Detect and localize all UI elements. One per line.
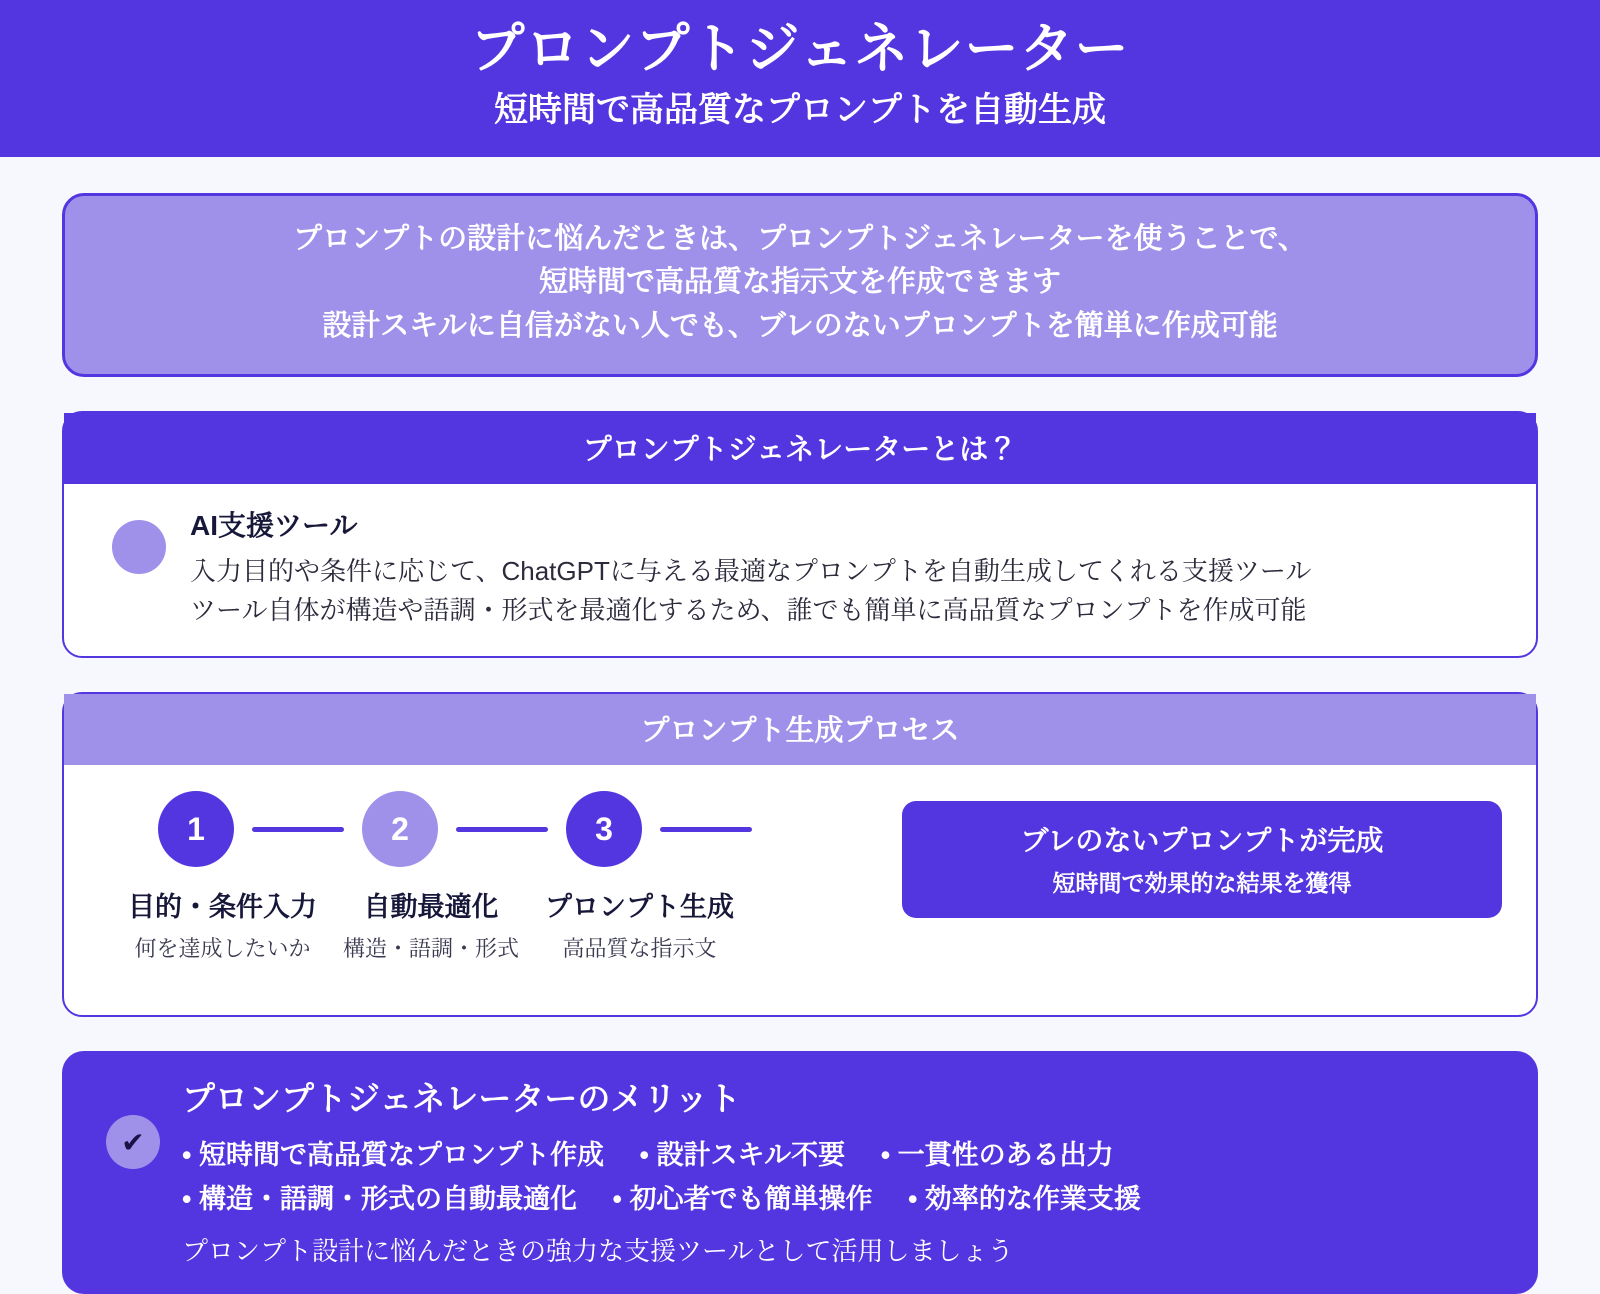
- step-circle-2: 2: [362, 791, 438, 867]
- step-connector-3: [660, 827, 752, 832]
- step-label-2-title: 自動最適化: [363, 892, 499, 923]
- check-icon: ✔: [106, 1115, 160, 1169]
- step-label-2-sub: 構造・語調・形式: [343, 936, 520, 962]
- whatis-line-1: 入力目的や条件に応じて、ChatGPTに与える最適なプロンプトを自動生成してくれる支援ツール: [190, 556, 1312, 587]
- whatis-line-2: ツール自体が構造や語調・形式を最適化するため、誰でも簡単に高品質なプロンプトを作成可能: [190, 595, 1307, 626]
- intro-banner: [62, 193, 1538, 378]
- page-content: [0, 193, 1600, 1294]
- step-label-3-sub: 高品質な指示文: [562, 936, 717, 962]
- step-label-3-title: プロンプト生成: [545, 892, 735, 923]
- merit-note: プロンプト設計に悩んだときの強力な支援ツールとして活用しましょう: [182, 1235, 1014, 1266]
- step-circle-3: 3: [566, 791, 642, 867]
- merit-item: • 効率的な作業支援: [907, 1183, 1141, 1214]
- process-result-title: ブレのないプロンプトが完成: [1020, 825, 1384, 857]
- whatis-card: [62, 411, 1538, 658]
- whatis-card-title: プロンプトジェネレーターとは？: [64, 413, 1536, 484]
- merit-items-row-1: [182, 1134, 1169, 1177]
- step-label-2: [343, 885, 519, 963]
- merit-item: • 短時間で高品質なプロンプト作成: [182, 1140, 604, 1171]
- process-result-subtitle: 短時間で効果的な結果を獲得: [1052, 870, 1352, 897]
- merit-title: プロンプトジェネレーターのメリット: [182, 1080, 742, 1118]
- merit-text: [182, 1073, 1169, 1267]
- merit-item: • 一貫性のある出力: [880, 1140, 1114, 1171]
- merit-item: • 設計スキル不要: [639, 1140, 846, 1171]
- process-result-box: [902, 801, 1502, 918]
- merit-item: • 構造・語調・形式の自動最適化: [182, 1183, 577, 1214]
- step-circle-1: 1: [158, 791, 234, 867]
- merit-item: • 初心者でも簡単操作: [612, 1183, 873, 1214]
- step-label-3: [545, 885, 734, 963]
- intro-line-2: 短時間で高品質な指示文を作成できます: [538, 266, 1061, 299]
- intro-line-1: プロンプトの設計に悩んだときは、プロンプトジェネレーターを使うことで、: [293, 222, 1307, 255]
- process-body: [64, 765, 1536, 1015]
- page-header: [0, 0, 1600, 157]
- whatis-body: [64, 484, 1536, 656]
- merit-items-row-2: [182, 1178, 1169, 1221]
- step-label-1-sub: 何を達成したいか: [134, 936, 311, 962]
- page-title: プロンプトジェネレーター: [470, 19, 1130, 79]
- page-subtitle: 短時間で高品質なプロンプトを自動生成: [494, 91, 1106, 130]
- merit-card: [62, 1051, 1538, 1293]
- whatis-text: [190, 504, 1311, 630]
- step-connector-2: [456, 827, 548, 832]
- whatis-heading: AI支援ツール: [190, 510, 358, 542]
- step-label-1: [128, 885, 317, 963]
- intro-line-3: 設計スキルに自信がない人でも、ブレのないプロンプトを簡単に作成可能: [322, 309, 1278, 342]
- process-card: [62, 692, 1538, 1017]
- step-label-1-title: 目的・条件入力: [128, 892, 317, 923]
- process-card-title: プロンプト生成プロセス: [64, 694, 1536, 765]
- step-connector-1: [252, 827, 344, 832]
- bullet-dot-icon: [112, 520, 166, 574]
